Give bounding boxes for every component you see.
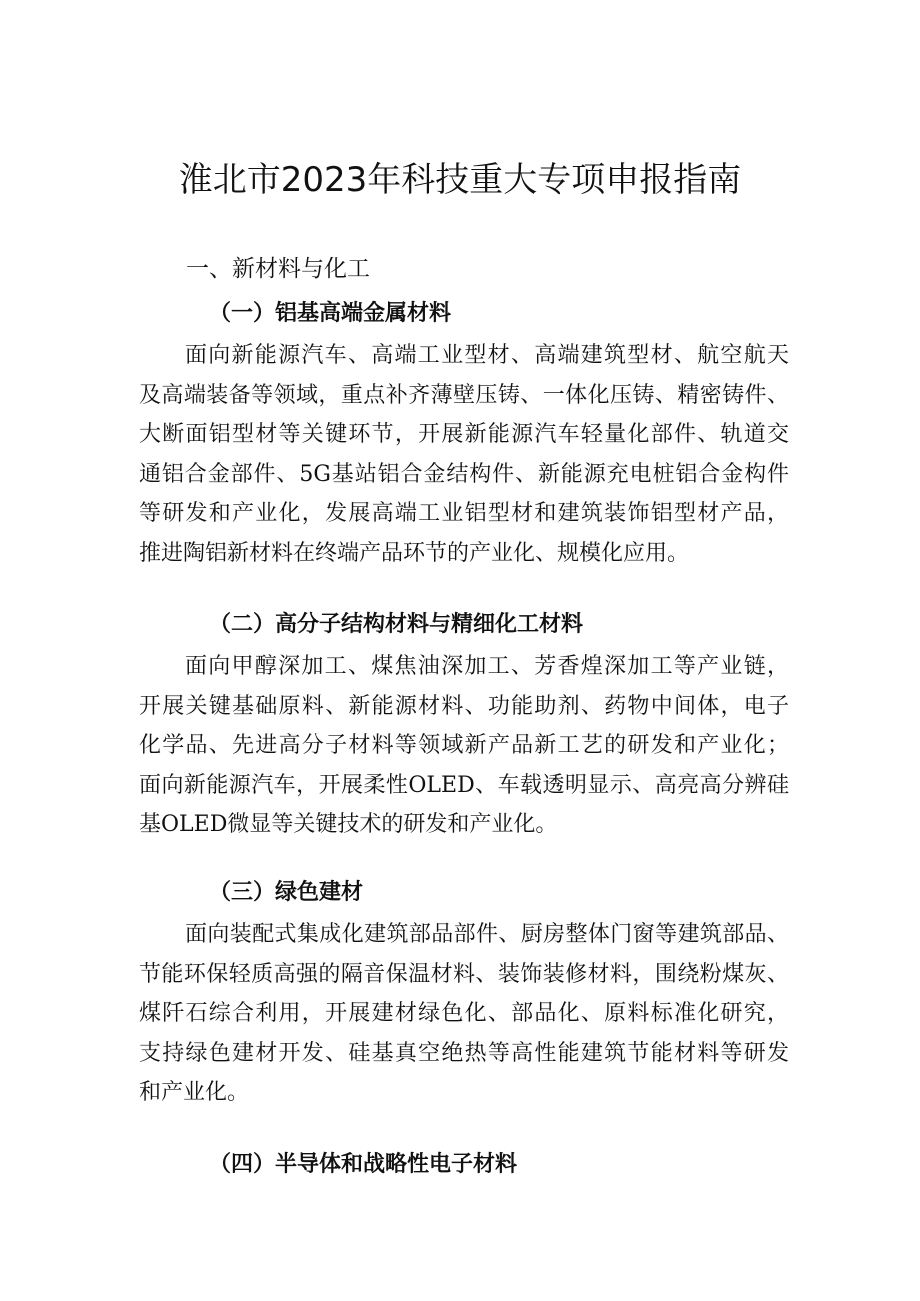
section-heading-new-materials: 一、新材料与化工 xyxy=(186,256,370,282)
subsection-heading-semiconductor: （四）半导体和战略性电子材料 xyxy=(209,1152,518,1177)
paragraph-line: 推进陶铝新材料在终端产品环节的产业化、规模化应用。 xyxy=(139,540,690,566)
paragraph-line: 面向装配式集成化建筑部品部件、厨房整体门窗等建筑部品、 xyxy=(185,922,789,947)
paragraph-line: 等研发和产业化，发展高端工业铝型材和建筑装饰铝型材产品， xyxy=(139,501,789,527)
paragraph-line: 面向甲醇深加工、煤焦油深加工、芳香煌深加工等产业链， xyxy=(185,654,789,679)
document-title: 淮北市2023年科技重大专项申报指南 xyxy=(178,160,742,200)
paragraph-line: 和产业化。 xyxy=(139,1080,250,1106)
paragraph-green-building xyxy=(139,915,789,1113)
paragraph-line: 节能环保轻质高强的隔音保温材料、装饰装修材料，围绕粉煤灰、 xyxy=(139,961,789,987)
paragraph-line: 开展关键基础原料、新能源材料、功能助剂、药物中间体，电子 xyxy=(139,693,789,719)
paragraph-line: 基OLED微显等关键技术的研发和产业化。 xyxy=(139,812,558,838)
paragraph-line: 大断面铝型材等关键环节，开展新能源汽车轻量化部件、轨道交 xyxy=(139,422,789,448)
subsection-heading-green-building: （三）绿色建材 xyxy=(209,880,364,905)
paragraph-line: 通铝合金部件、5G基站铝合金结构件、新能源充电桩铝合金构件 xyxy=(139,461,789,487)
paragraph-aluminum xyxy=(139,336,789,574)
paragraph-line: 煤阡石综合利用，开展建材绿色化、部品化、原料标准化研究， xyxy=(139,1001,789,1027)
subsection-heading-aluminum: （一）铝基高端金属材料 xyxy=(209,301,452,326)
paragraph-line: 面向新能源汽车、高端工业型材、高端建筑型材、航空航天 xyxy=(185,343,789,368)
paragraph-line: 支持绿色建材开发、硅基真空绝热等高性能建筑节能材料等研发 xyxy=(139,1040,789,1066)
paragraph-polymer xyxy=(139,647,789,845)
paragraph-line: 及高端装备等领域，重点补齐薄壁压铸、一体化压铸、精密铸件、 xyxy=(139,382,789,408)
paragraph-line: 面向新能源汽车，开展柔性OLED、车载透明显示、高亮高分辨硅 xyxy=(139,772,789,798)
subsection-heading-polymer: （二）高分子结构材料与精细化工材料 xyxy=(209,612,584,637)
paragraph-line: 化学品、先进高分子材料等领域新产品新工艺的研发和产业化； xyxy=(139,733,789,759)
